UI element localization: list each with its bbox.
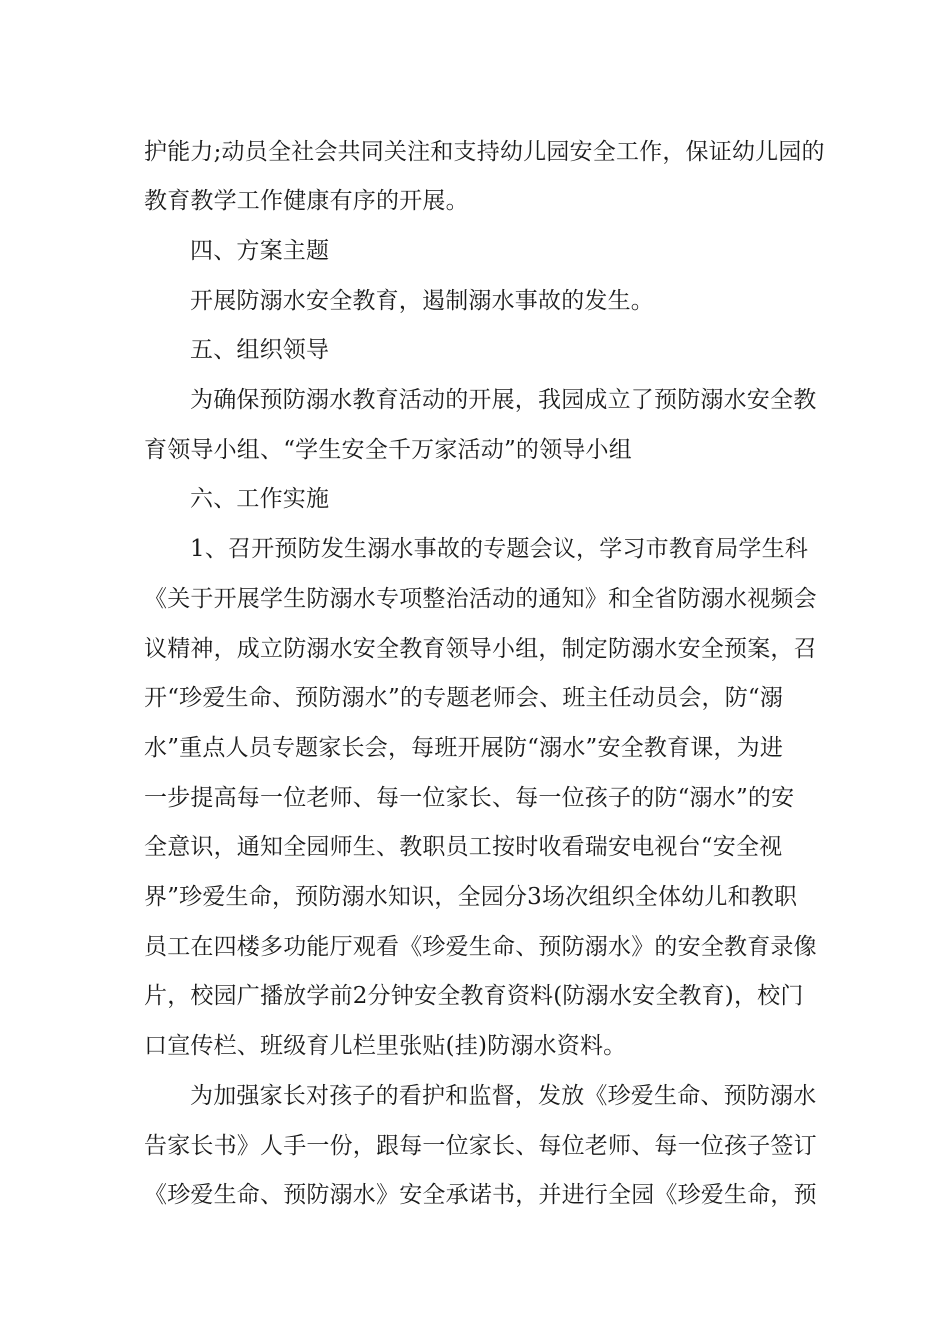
- text-line: 片，校园广播放学前2分钟安全教育资料(防溺水安全教育)，校门: [144, 983, 804, 1009]
- text-line: 界”珍爱生命，预防溺水知识，全园分3场次组织全体幼儿和教职: [144, 884, 798, 910]
- text-line: 口宣传栏、班级育儿栏里张贴(挂)防溺水资料。: [144, 1033, 627, 1059]
- text-line: 告家长书》人手一份，跟每一位家长、每位老师、每一位孩子签订: [144, 1133, 817, 1159]
- text-line: 为确保预防溺水教育活动的开展，我园成立了预防溺水安全教: [190, 387, 817, 413]
- text-line: 为加强家长对孩子的看护和监督，发放《珍爱生命、预防溺水: [190, 1083, 817, 1109]
- text-line: 护能力;动员全社会共同关注和支持幼儿园安全工作，保证幼儿园的: [144, 139, 825, 165]
- text-line: 《珍爱生命、预防溺水》安全承诺书，并进行全园《珍爱生命，预: [144, 1182, 817, 1208]
- text-line: 员工在四楼多功能厅观看《珍爱生命、预防溺水》的安全教育录像: [144, 934, 817, 960]
- text-line: 育领导小组、“学生安全千万家活动”的领导小组: [144, 437, 632, 463]
- section-heading: 五、组织领导: [190, 337, 330, 363]
- text-line: 全意识，通知全园师生、教职员工按时收看瑞安电视台“安全视: [144, 834, 783, 860]
- text-line: 教育教学工作健康有序的开展。: [144, 188, 469, 214]
- section-heading: 六、工作实施: [190, 486, 330, 512]
- text-line: 水”重点人员专题家长会，每班开展防“溺水”安全教育课，为进: [144, 735, 784, 761]
- text-line: 开“珍爱生命、预防溺水”的专题老师会、班主任动员会，防“溺: [144, 685, 784, 711]
- text-line: 《关于开展学生防溺水专项整治活动的通知》和全省防溺水视频会: [144, 586, 817, 612]
- text-line: 一步提高每一位老师、每一位家长、每一位孩子的防“溺水”的安: [144, 785, 795, 811]
- text-line: 开展防溺水安全教育，遏制溺水事故的发生。: [190, 288, 654, 314]
- text-line: 1、召开预防发生溺水事故的专题会议，学习市教育局学生科: [190, 536, 809, 562]
- text-line: 议精神，成立防溺水安全教育领导小组，制定防溺水安全预案，召: [144, 636, 817, 662]
- section-heading: 四、方案主题: [190, 238, 330, 264]
